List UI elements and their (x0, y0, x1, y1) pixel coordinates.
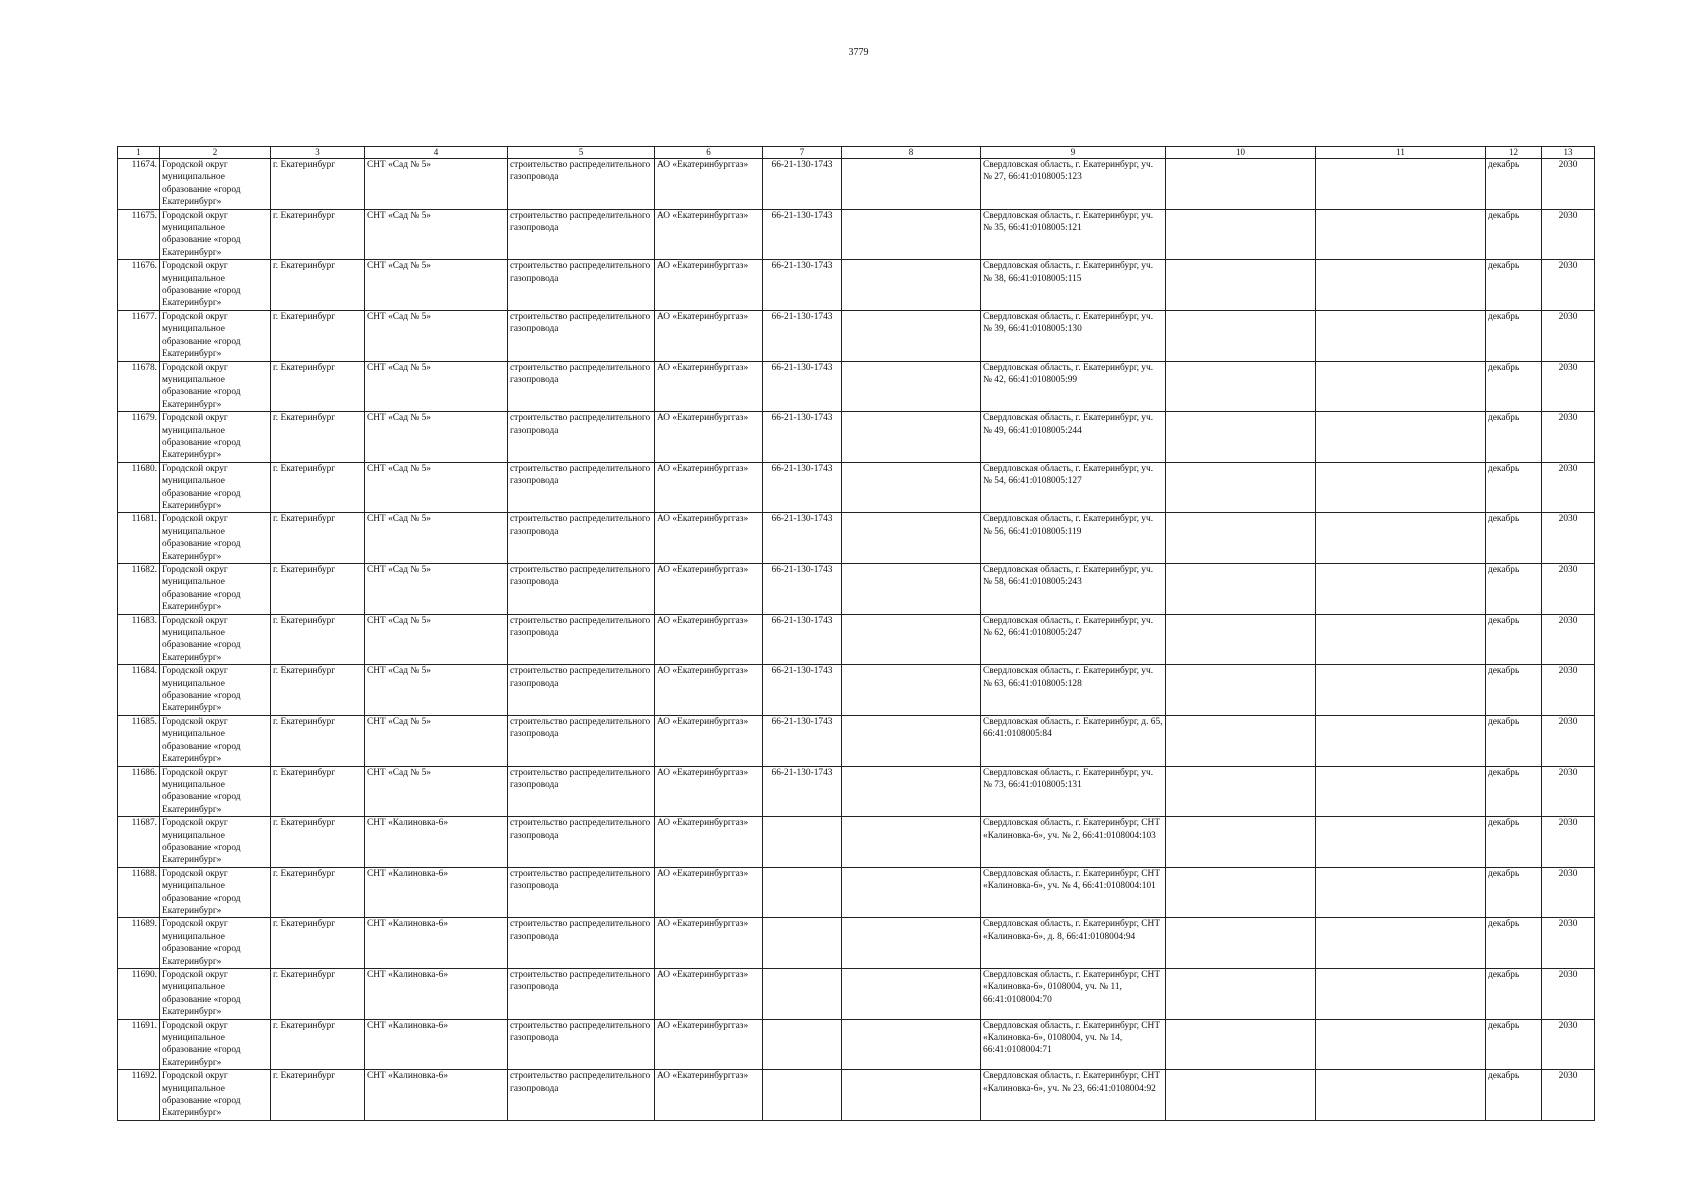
column-10-cell (1166, 918, 1316, 969)
year-cell: 2030 (1542, 665, 1595, 716)
year-cell: 2030 (1542, 513, 1595, 564)
code-cell: 66-21-130-1743 (763, 614, 842, 665)
object-cell: СНТ «Сад № 5» (365, 665, 508, 716)
address-cell: Свердловская область, г. Екатеринбург, СНТ «Калиновка-6», уч. № 2, 66:41:0108004:103 (981, 817, 1166, 868)
address-cell: Свердловская область, г. Екатеринбург, д. 65, 66:41:0108005:84 (981, 715, 1166, 766)
district-cell: Городской округ муниципальное образование «город Екатеринбург» (160, 969, 271, 1020)
city-cell: г. Екатеринбург (271, 159, 365, 210)
district-cell: Городской округ муниципальное образование «город Екатеринбург» (160, 1070, 271, 1121)
column-11-cell (1316, 513, 1486, 564)
organization-cell: АО «Екатеринбурггаз» (655, 665, 763, 716)
month-cell: декабрь (1486, 614, 1542, 665)
column-8-cell (842, 412, 981, 463)
object-cell: СНТ «Калиновка-6» (365, 1019, 508, 1070)
table-row (118, 209, 1595, 260)
city-cell: г. Екатеринбург (271, 715, 365, 766)
column-10-cell (1166, 1019, 1316, 1070)
organization-cell: АО «Екатеринбурггаз» (655, 817, 763, 868)
column-header: 8 (842, 147, 981, 159)
organization-cell: АО «Екатеринбурггаз» (655, 310, 763, 361)
work-type-cell: строительство распределительного газопровода (508, 462, 655, 513)
year-cell: 2030 (1542, 310, 1595, 361)
address-cell: Свердловская область, г. Екатеринбург, СНТ «Калиновка-6», д. 8, 66:41:0108004:94 (981, 918, 1166, 969)
table-row (118, 715, 1595, 766)
row-number: 11690. (118, 969, 160, 1020)
city-cell: г. Екатеринбург (271, 867, 365, 918)
object-cell: СНТ «Сад № 5» (365, 462, 508, 513)
city-cell: г. Екатеринбург (271, 665, 365, 716)
column-8-cell (842, 260, 981, 311)
address-cell: Свердловская область, г. Екатеринбург, уч. № 27, 66:41:0108005:123 (981, 159, 1166, 210)
organization-cell: АО «Екатеринбурггаз» (655, 513, 763, 564)
organization-cell: АО «Екатеринбурггаз» (655, 462, 763, 513)
work-type-cell: строительство распределительного газопровода (508, 310, 655, 361)
work-type-cell: строительство распределительного газопровода (508, 766, 655, 817)
work-type-cell: строительство распределительного газопровода (508, 361, 655, 412)
work-type-cell: строительство распределительного газопровода (508, 918, 655, 969)
address-cell: Свердловская область, г. Екатеринбург, уч. № 62, 66:41:0108005:247 (981, 614, 1166, 665)
column-10-cell (1166, 715, 1316, 766)
row-number: 11674. (118, 159, 160, 210)
address-cell: Свердловская область, г. Екатеринбург, уч. № 38, 66:41:0108005:115 (981, 260, 1166, 311)
code-cell: 66-21-130-1743 (763, 564, 842, 615)
city-cell: г. Екатеринбург (271, 209, 365, 260)
district-cell: Городской округ муниципальное образование «город Екатеринбург» (160, 665, 271, 716)
work-type-cell: строительство распределительного газопровода (508, 867, 655, 918)
object-cell: СНТ «Сад № 5» (365, 513, 508, 564)
column-header: 1 (118, 147, 160, 159)
code-cell (763, 867, 842, 918)
code-cell: 66-21-130-1743 (763, 412, 842, 463)
row-number: 11692. (118, 1070, 160, 1121)
district-cell: Городской округ муниципальное образование «город Екатеринбург» (160, 918, 271, 969)
column-10-cell (1166, 412, 1316, 463)
row-number: 11675. (118, 209, 160, 260)
work-type-cell: строительство распределительного газопровода (508, 614, 655, 665)
table-row (118, 867, 1595, 918)
year-cell: 2030 (1542, 817, 1595, 868)
table-row (118, 665, 1595, 716)
code-cell (763, 918, 842, 969)
column-8-cell (842, 817, 981, 868)
column-11-cell (1316, 310, 1486, 361)
organization-cell: АО «Екатеринбурггаз» (655, 209, 763, 260)
work-type-cell: строительство распределительного газопровода (508, 260, 655, 311)
column-header: 10 (1166, 147, 1316, 159)
district-cell: Городской округ муниципальное образование «город Екатеринбург» (160, 513, 271, 564)
organization-cell: АО «Екатеринбурггаз» (655, 969, 763, 1020)
address-cell: Свердловская область, г. Екатеринбург, уч. № 49, 66:41:0108005:244 (981, 412, 1166, 463)
city-cell: г. Екатеринбург (271, 1070, 365, 1121)
object-cell: СНТ «Калиновка-6» (365, 969, 508, 1020)
work-type-cell: строительство распределительного газопровода (508, 969, 655, 1020)
organization-cell: АО «Екатеринбурггаз» (655, 159, 763, 210)
district-cell: Городской округ муниципальное образование «город Екатеринбург» (160, 361, 271, 412)
row-number: 11676. (118, 260, 160, 311)
month-cell: декабрь (1486, 260, 1542, 311)
organization-cell: АО «Екатеринбурггаз» (655, 412, 763, 463)
column-header: 5 (508, 147, 655, 159)
month-cell: декабрь (1486, 564, 1542, 615)
column-11-cell (1316, 159, 1486, 210)
organization-cell: АО «Екатеринбурггаз» (655, 1070, 763, 1121)
district-cell: Городской округ муниципальное образование «город Екатеринбург» (160, 159, 271, 210)
column-8-cell (842, 310, 981, 361)
month-cell: декабрь (1486, 513, 1542, 564)
city-cell: г. Екатеринбург (271, 614, 365, 665)
page-number: 3779 (848, 47, 869, 58)
column-10-cell (1166, 665, 1316, 716)
column-11-cell (1316, 209, 1486, 260)
city-cell: г. Екатеринбург (271, 462, 365, 513)
row-number: 11686. (118, 766, 160, 817)
column-11-cell (1316, 614, 1486, 665)
month-cell: декабрь (1486, 209, 1542, 260)
code-cell (763, 1019, 842, 1070)
code-cell (763, 1070, 842, 1121)
table-row (118, 260, 1595, 311)
object-cell: СНТ «Калиновка-6» (365, 918, 508, 969)
year-cell: 2030 (1542, 412, 1595, 463)
column-8-cell (842, 715, 981, 766)
object-cell: СНТ «Сад № 5» (365, 310, 508, 361)
object-cell: СНТ «Калиновка-6» (365, 1070, 508, 1121)
code-cell: 66-21-130-1743 (763, 209, 842, 260)
work-type-cell: строительство распределительного газопровода (508, 715, 655, 766)
object-cell: СНТ «Сад № 5» (365, 209, 508, 260)
column-8-cell (842, 614, 981, 665)
table-row (118, 969, 1595, 1020)
address-cell: Свердловская область, г. Екатеринбург, СНТ «Калиновка-6», уч. № 4, 66:41:0108004:101 (981, 867, 1166, 918)
column-11-cell (1316, 1019, 1486, 1070)
table-row (118, 817, 1595, 868)
table-body (118, 159, 1595, 1121)
column-11-cell (1316, 412, 1486, 463)
city-cell: г. Екатеринбург (271, 361, 365, 412)
column-10-cell (1166, 462, 1316, 513)
table-row (118, 918, 1595, 969)
column-11-cell (1316, 918, 1486, 969)
column-8-cell (842, 361, 981, 412)
row-number: 11685. (118, 715, 160, 766)
column-11-cell (1316, 665, 1486, 716)
column-8-cell (842, 766, 981, 817)
city-cell: г. Екатеринбург (271, 412, 365, 463)
column-10-cell (1166, 766, 1316, 817)
month-cell: декабрь (1486, 766, 1542, 817)
column-8-cell (842, 462, 981, 513)
object-cell: СНТ «Калиновка-6» (365, 817, 508, 868)
city-cell: г. Екатеринбург (271, 310, 365, 361)
code-cell: 66-21-130-1743 (763, 462, 842, 513)
month-cell: декабрь (1486, 969, 1542, 1020)
table-row (118, 766, 1595, 817)
column-header: 4 (365, 147, 508, 159)
column-10-cell (1166, 564, 1316, 615)
organization-cell: АО «Екатеринбурггаз» (655, 361, 763, 412)
table-row (118, 462, 1595, 513)
year-cell: 2030 (1542, 867, 1595, 918)
column-8-cell (842, 1070, 981, 1121)
row-number: 11682. (118, 564, 160, 615)
organization-cell: АО «Екатеринбурггаз» (655, 766, 763, 817)
code-cell: 66-21-130-1743 (763, 159, 842, 210)
year-cell: 2030 (1542, 969, 1595, 1020)
year-cell: 2030 (1542, 361, 1595, 412)
row-number: 11678. (118, 361, 160, 412)
work-type-cell: строительство распределительного газопровода (508, 1070, 655, 1121)
column-8-cell (842, 867, 981, 918)
column-10-cell (1166, 260, 1316, 311)
year-cell: 2030 (1542, 209, 1595, 260)
object-cell: СНТ «Калиновка-6» (365, 867, 508, 918)
table-row (118, 412, 1595, 463)
column-10-cell (1166, 1070, 1316, 1121)
object-cell: СНТ «Сад № 5» (365, 564, 508, 615)
column-11-cell (1316, 969, 1486, 1020)
column-10-cell (1166, 867, 1316, 918)
year-cell: 2030 (1542, 159, 1595, 210)
work-type-cell: строительство распределительного газопровода (508, 564, 655, 615)
column-8-cell (842, 513, 981, 564)
column-11-cell (1316, 260, 1486, 311)
district-cell: Городской округ муниципальное образование «город Екатеринбург» (160, 715, 271, 766)
column-10-cell (1166, 969, 1316, 1020)
column-11-cell (1316, 361, 1486, 412)
work-type-cell: строительство распределительного газопровода (508, 412, 655, 463)
work-type-cell: строительство распределительного газопровода (508, 665, 655, 716)
address-cell: Свердловская область, г. Екатеринбург, СНТ «Калиновка-6», 0108004, уч. № 11, 66:41:0108004:70 (981, 969, 1166, 1020)
district-cell: Городской округ муниципальное образование «город Екатеринбург» (160, 209, 271, 260)
month-cell: декабрь (1486, 361, 1542, 412)
code-cell: 66-21-130-1743 (763, 766, 842, 817)
year-cell: 2030 (1542, 564, 1595, 615)
column-10-cell (1166, 159, 1316, 210)
address-cell: Свердловская область, г. Екатеринбург, уч. № 73, 66:41:0108005:131 (981, 766, 1166, 817)
year-cell: 2030 (1542, 462, 1595, 513)
row-number: 11681. (118, 513, 160, 564)
address-cell: Свердловская область, г. Екатеринбург, уч. № 54, 66:41:0108005:127 (981, 462, 1166, 513)
row-number: 11677. (118, 310, 160, 361)
address-cell: Свердловская область, г. Екатеринбург, уч. № 56, 66:41:0108005:119 (981, 513, 1166, 564)
year-cell: 2030 (1542, 918, 1595, 969)
month-cell: декабрь (1486, 1070, 1542, 1121)
city-cell: г. Екатеринбург (271, 817, 365, 868)
organization-cell: АО «Екатеринбурггаз» (655, 564, 763, 615)
code-cell: 66-21-130-1743 (763, 665, 842, 716)
column-10-cell (1166, 513, 1316, 564)
organization-cell: АО «Екатеринбурггаз» (655, 1019, 763, 1070)
registry-table (117, 146, 1595, 1121)
address-cell: Свердловская область, г. Екатеринбург, уч. № 58, 66:41:0108005:243 (981, 564, 1166, 615)
column-11-cell (1316, 564, 1486, 615)
column-header: 11 (1316, 147, 1486, 159)
column-header: 3 (271, 147, 365, 159)
column-8-cell (842, 969, 981, 1020)
city-cell: г. Екатеринбург (271, 766, 365, 817)
code-cell: 66-21-130-1743 (763, 361, 842, 412)
row-number: 11680. (118, 462, 160, 513)
column-11-cell (1316, 817, 1486, 868)
month-cell: декабрь (1486, 817, 1542, 868)
code-cell (763, 817, 842, 868)
city-cell: г. Екатеринбург (271, 564, 365, 615)
address-cell: Свердловская область, г. Екатеринбург, СНТ «Калиновка-6», уч. № 23, 66:41:0108004:92 (981, 1070, 1166, 1121)
month-cell: декабрь (1486, 462, 1542, 513)
column-8-cell (842, 209, 981, 260)
district-cell: Городской округ муниципальное образование «город Екатеринбург» (160, 260, 271, 311)
object-cell: СНТ «Сад № 5» (365, 412, 508, 463)
month-cell: декабрь (1486, 715, 1542, 766)
city-cell: г. Екатеринбург (271, 513, 365, 564)
column-10-cell (1166, 361, 1316, 412)
organization-cell: АО «Екатеринбурггаз» (655, 867, 763, 918)
address-cell: Свердловская область, г. Екатеринбург, уч. № 39, 66:41:0108005:130 (981, 310, 1166, 361)
address-cell: Свердловская область, г. Екатеринбург, СНТ «Калиновка-6», 0108004, уч. № 14, 66:41:0108004:71 (981, 1019, 1166, 1070)
header-row (118, 147, 1595, 159)
row-number: 11689. (118, 918, 160, 969)
column-11-cell (1316, 1070, 1486, 1121)
table-row (118, 1070, 1595, 1121)
work-type-cell: строительство распределительного газопровода (508, 1019, 655, 1070)
object-cell: СНТ «Сад № 5» (365, 159, 508, 210)
address-cell: Свердловская область, г. Екатеринбург, уч. № 42, 66:41:0108005:99 (981, 361, 1166, 412)
object-cell: СНТ «Сад № 5» (365, 766, 508, 817)
organization-cell: АО «Екатеринбурггаз» (655, 715, 763, 766)
column-header: 7 (763, 147, 842, 159)
table-row (118, 614, 1595, 665)
table-row (118, 361, 1595, 412)
district-cell: Городской округ муниципальное образование «город Екатеринбург» (160, 310, 271, 361)
district-cell: Городской округ муниципальное образование «город Екатеринбург» (160, 817, 271, 868)
year-cell: 2030 (1542, 715, 1595, 766)
object-cell: СНТ «Сад № 5» (365, 361, 508, 412)
month-cell: декабрь (1486, 412, 1542, 463)
table-row (118, 513, 1595, 564)
object-cell: СНТ «Сад № 5» (365, 614, 508, 665)
year-cell: 2030 (1542, 1019, 1595, 1070)
column-10-cell (1166, 614, 1316, 665)
row-number: 11687. (118, 817, 160, 868)
column-8-cell (842, 665, 981, 716)
month-cell: декабрь (1486, 665, 1542, 716)
month-cell: декабрь (1486, 159, 1542, 210)
month-cell: декабрь (1486, 1019, 1542, 1070)
column-header: 12 (1486, 147, 1542, 159)
district-cell: Городской округ муниципальное образование «город Екатеринбург» (160, 867, 271, 918)
column-11-cell (1316, 462, 1486, 513)
column-8-cell (842, 159, 981, 210)
work-type-cell: строительство распределительного газопровода (508, 817, 655, 868)
object-cell: СНТ «Сад № 5» (365, 715, 508, 766)
code-cell: 66-21-130-1743 (763, 513, 842, 564)
year-cell: 2030 (1542, 1070, 1595, 1121)
code-cell: 66-21-130-1743 (763, 260, 842, 311)
row-number: 11691. (118, 1019, 160, 1070)
table-row (118, 564, 1595, 615)
column-header: 6 (655, 147, 763, 159)
row-number: 11684. (118, 665, 160, 716)
work-type-cell: строительство распределительного газопровода (508, 513, 655, 564)
column-11-cell (1316, 715, 1486, 766)
year-cell: 2030 (1542, 766, 1595, 817)
work-type-cell: строительство распределительного газопровода (508, 159, 655, 210)
table-row (118, 310, 1595, 361)
row-number: 11688. (118, 867, 160, 918)
address-cell: Свердловская область, г. Екатеринбург, уч. № 63, 66:41:0108005:128 (981, 665, 1166, 716)
work-type-cell: строительство распределительного газопровода (508, 209, 655, 260)
code-cell: 66-21-130-1743 (763, 715, 842, 766)
address-cell: Свердловская область, г. Екатеринбург, уч. № 35, 66:41:0108005:121 (981, 209, 1166, 260)
year-cell: 2030 (1542, 260, 1595, 311)
district-cell: Городской округ муниципальное образование «город Екатеринбург» (160, 412, 271, 463)
code-cell: 66-21-130-1743 (763, 310, 842, 361)
district-cell: Городской округ муниципальное образование «город Екатеринбург» (160, 462, 271, 513)
column-11-cell (1316, 867, 1486, 918)
city-cell: г. Екатеринбург (271, 918, 365, 969)
organization-cell: АО «Екатеринбурггаз» (655, 260, 763, 311)
object-cell: СНТ «Сад № 5» (365, 260, 508, 311)
table-row (118, 1019, 1595, 1070)
month-cell: декабрь (1486, 918, 1542, 969)
district-cell: Городской округ муниципальное образование «город Екатеринбург» (160, 614, 271, 665)
column-header: 2 (160, 147, 271, 159)
column-8-cell (842, 918, 981, 969)
column-header: 9 (981, 147, 1166, 159)
table-header (118, 147, 1595, 159)
table-row (118, 159, 1595, 210)
month-cell: декабрь (1486, 310, 1542, 361)
city-cell: г. Екатеринбург (271, 1019, 365, 1070)
organization-cell: АО «Екатеринбурггаз» (655, 918, 763, 969)
column-11-cell (1316, 766, 1486, 817)
district-cell: Городской округ муниципальное образование «город Екатеринбург» (160, 1019, 271, 1070)
month-cell: декабрь (1486, 867, 1542, 918)
column-header: 13 (1542, 147, 1595, 159)
column-10-cell (1166, 209, 1316, 260)
code-cell (763, 969, 842, 1020)
row-number: 11679. (118, 412, 160, 463)
city-cell: г. Екатеринбург (271, 260, 365, 311)
column-8-cell (842, 1019, 981, 1070)
row-number: 11683. (118, 614, 160, 665)
district-cell: Городской округ муниципальное образование «город Екатеринбург» (160, 766, 271, 817)
column-10-cell (1166, 310, 1316, 361)
column-8-cell (842, 564, 981, 615)
year-cell: 2030 (1542, 614, 1595, 665)
organization-cell: АО «Екатеринбурггаз» (655, 614, 763, 665)
column-10-cell (1166, 817, 1316, 868)
district-cell: Городской округ муниципальное образование «город Екатеринбург» (160, 564, 271, 615)
city-cell: г. Екатеринбург (271, 969, 365, 1020)
